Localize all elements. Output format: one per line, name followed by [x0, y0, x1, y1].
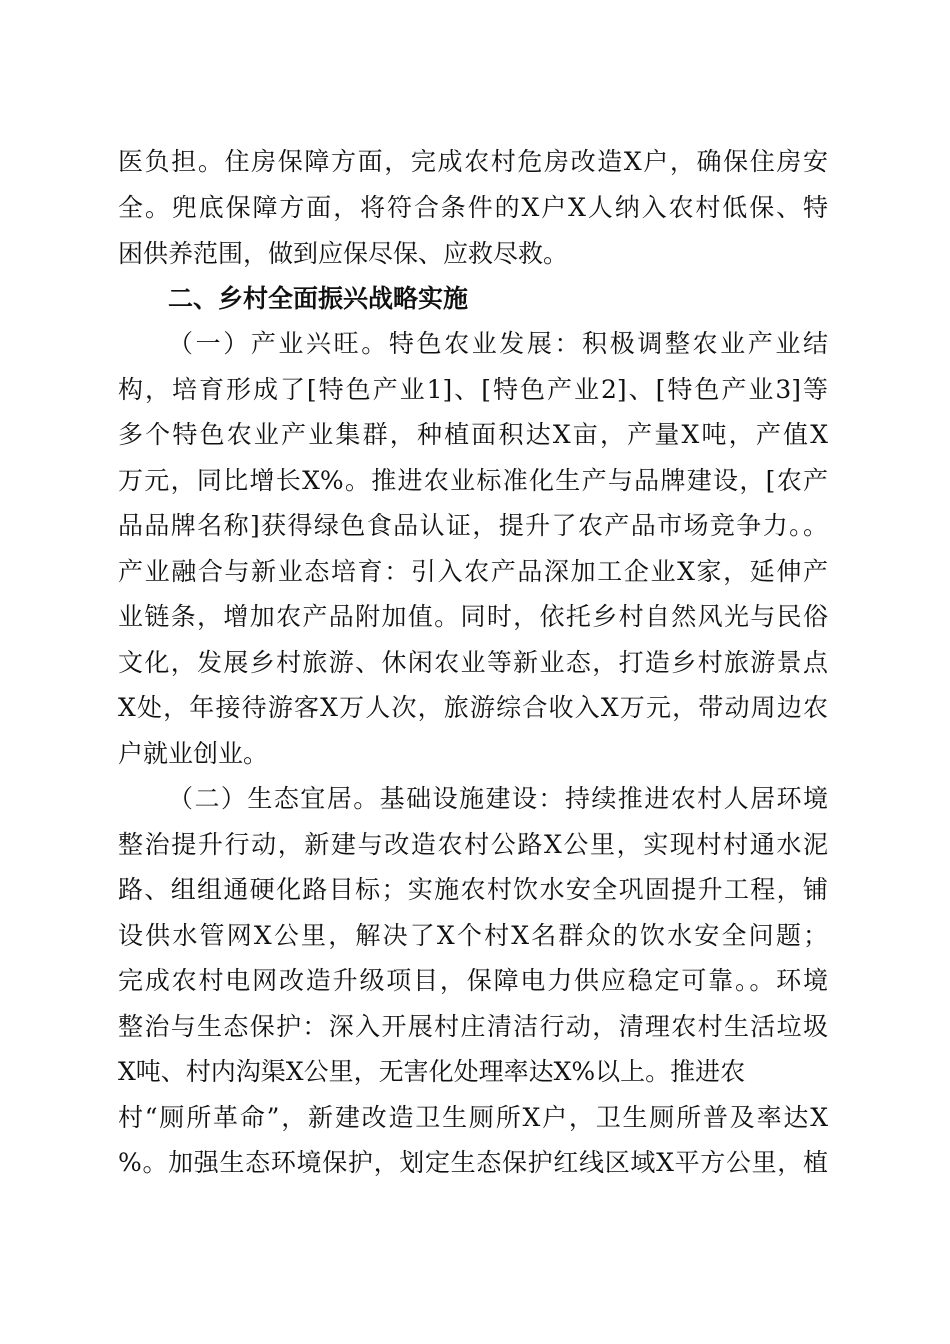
para1-line-3: 困供养范围，做到应保尽保、应救尽救。: [118, 239, 569, 268]
para2-line-10: 户就业创业。: [118, 739, 269, 768]
para3-line-5: 完成农村电网改造升级项目，保障电力供应稳定可靠。。环境: [118, 966, 828, 995]
para3-line-9: %。加强生态环境保护，划定生态保护红线区域X平方公里，植: [118, 1148, 828, 1177]
section-heading: 二、乡村全面振兴战略实施: [168, 284, 469, 313]
para2-line-5: 品品牌名称]获得绿色食品认证，提升了农产品市场竞争力。。: [118, 511, 828, 540]
para2-line-6: 产业融合与新业态培育：引入农产品深加工企业X家，延伸产: [118, 557, 828, 586]
para3-line-7: X吨、村内沟渠X公里，无害化处理率达X%以上。推进农: [118, 1057, 746, 1086]
para2-line-4: 万元，同比增长X%。推进农业标准化生产与品牌建设，[农产: [118, 466, 828, 495]
para3-line-1: （二）生态宜居。基础设施建设：持续推进农村人居环境: [168, 784, 828, 813]
para3-line-8: 村“厕所革命”，新建改造卫生厕所X户，卫生厕所普及率达X: [118, 1103, 828, 1132]
para3-line-3: 路、组组通硬化路目标；实施农村饮水安全巩固提升工程，铺: [118, 875, 828, 904]
para2-line-7: 业链条，增加农产品附加值。同时，依托乡村自然风光与民俗: [118, 602, 828, 631]
para3-line-6: 整治与生态保护：深入开展村庄清洁行动，清理农村生活垃圾: [118, 1012, 828, 1041]
para2-line-2: 构，培育形成了[特色产业1]、[特色产业2]、[特色产业3]等: [118, 375, 828, 404]
para3-line-2: 整治提升行动，新建与改造农村公路X公里，实现村村通水泥: [118, 830, 828, 859]
para2-line-3: 多个特色农业产业集群，种植面积达X亩，产量X吨，产值X: [118, 420, 828, 449]
para2-line-9: X处，年接待游客X万人次，旅游综合收入X万元，带动周边农: [118, 693, 828, 722]
para2-line-8: 文化，发展乡村旅游、休闲农业等新业态，打造乡村旅游景点: [118, 648, 828, 677]
para3-line-4: 设供水管网X公里，解决了X个村X名群众的饮水安全问题；: [118, 921, 828, 950]
para2-line-1: （一）产业兴旺。特色农业发展：积极调整农业产业结: [168, 329, 828, 358]
para1-line-1: 医负担。住房保障方面，完成农村危房改造X户，确保住房安: [118, 147, 828, 176]
para1-line-2: 全。兜底保障方面，将符合条件的X户X人纳入农村低保、特: [118, 193, 828, 222]
